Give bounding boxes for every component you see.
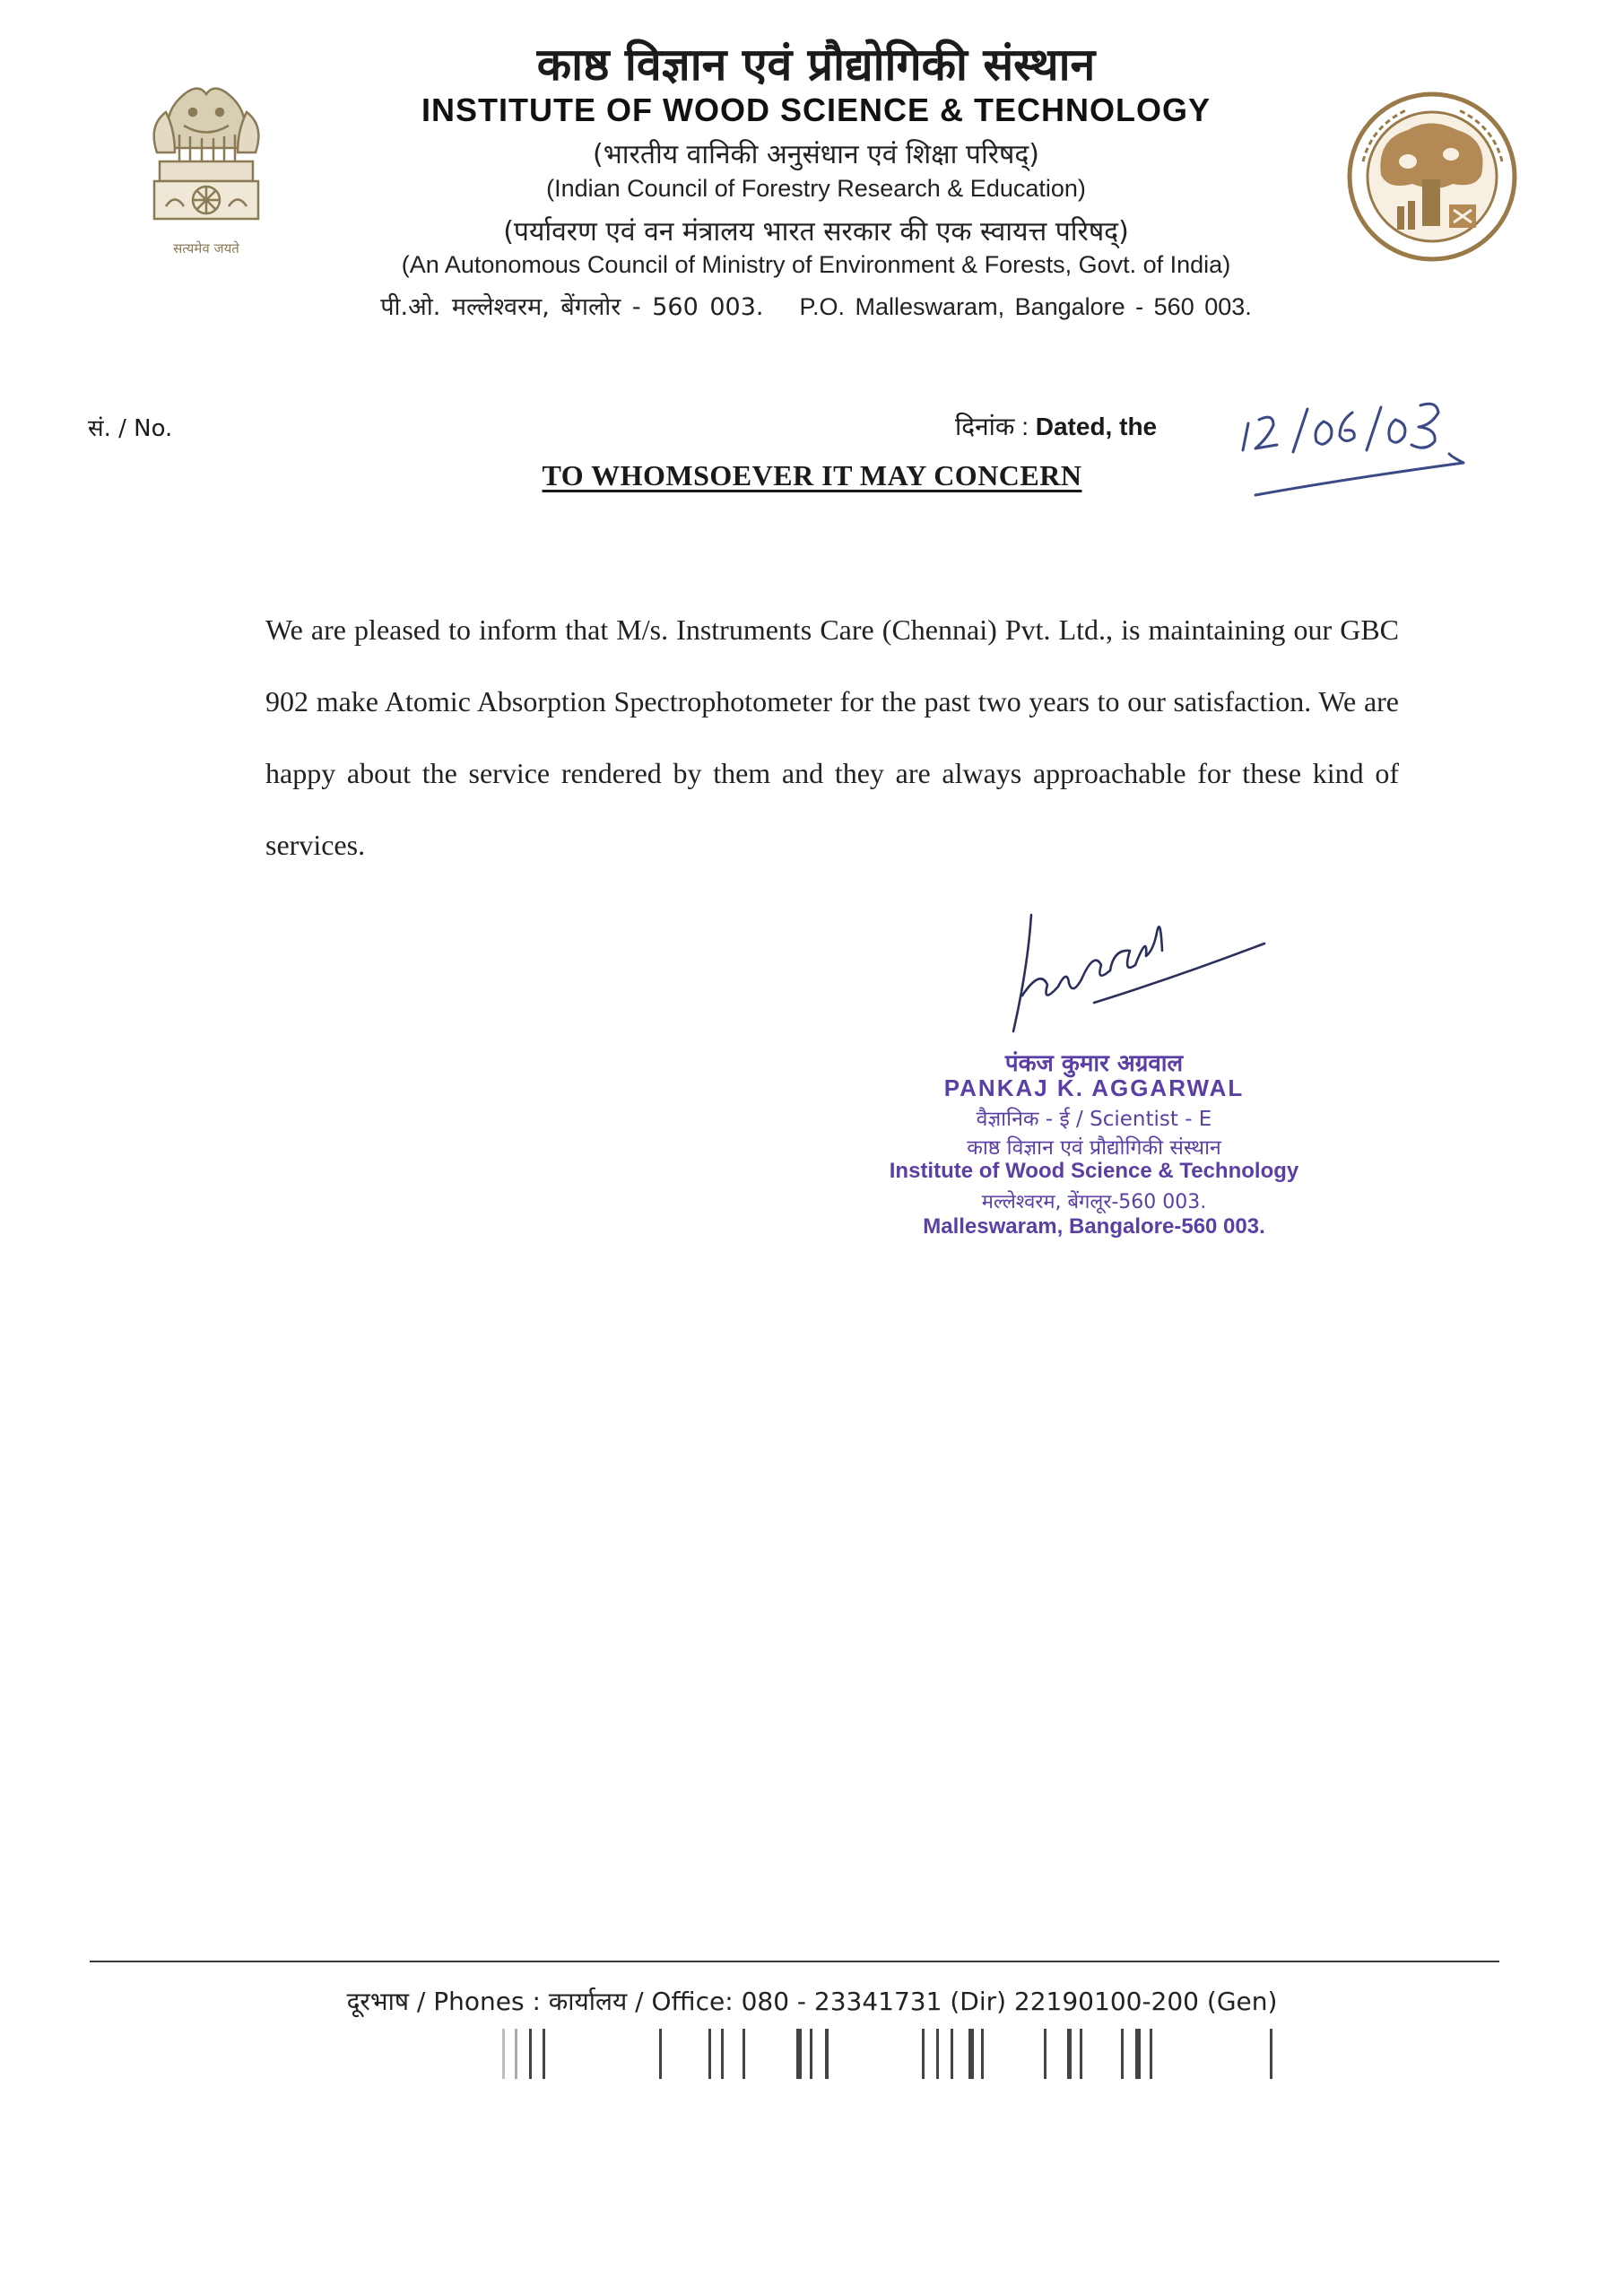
letter-body [265,594,1399,881]
stamp-hindi-name: पंकज कुमार अग्रवाल [1004,1050,1184,1077]
institute-seal-icon [1345,90,1520,265]
address-hindi: पी.ओ. मल्लेश्वरम, बेंगलोर - 560 003. [380,293,764,321]
institute-hindi-title: काष्ठ विज्ञान एवं प्रौद्योगिकी संस्थान [536,39,1096,91]
stamp-designation: वैज्ञानिक - ई / Scientist - E [976,1108,1212,1131]
institute-title: INSTITUTE OF WOOD SCIENCE & TECHNOLOGY [421,91,1211,128]
barcode-marks [502,2029,1291,2079]
footer-phones: दूरभाष / Phones : कार्यालय / Office: 080 - 23341731 (Dir) 22190100-200 (Gen) [346,1987,1278,2016]
body-paragraph: We are pleased to inform that M/s. Instruments Care (Chennai) Pvt. Ltd., is maintaining our GBC 902 make Atomic Absorption Spectrophotometer for the past two years to our satisfaction. We are happy about the service rendered by them and they are always approachable for these kind of services. [265,613,1399,861]
address-english: P.O. Malleswaram, Bangalore - 560 003. [799,293,1252,320]
stamp-name: PANKAJ K. AGGARWAL [943,1074,1245,1101]
stamp-hindi-institute: काष्ठ विज्ञान एवं प्रौद्योगिकी संस्थान [967,1136,1221,1160]
council-hindi-line: (भारतीय वानिकी अनुसंधान एवं शिक्षा परिषद्) [593,139,1039,170]
footer-divider [90,1961,1499,1962]
reference-number-label: सं. / No. [88,415,173,442]
emblem-motto: सत्यमेव जयते [173,240,239,257]
date-separator: : [1021,413,1029,440]
stamp-address: Malleswaram, Bangalore-560 003. [923,1214,1265,1239]
stamp-institute: Institute of Wood Science & Technology [889,1159,1299,1183]
national-emblem-icon [135,63,278,283]
council-line: (Indian Council of Forestry Research & Education) [546,175,1086,202]
stamp-hindi-address: मल्लेश्वरम, बेंगलूर-560 003. [981,1191,1207,1213]
letter-heading: TO WHOMSOEVER IT MAY CONCERN [542,459,1082,491]
address-line [287,289,1345,322]
date-english-label: Dated, the [1035,413,1158,440]
autonomous-hindi-line: (पर्यावरण एवं वन मंत्रालय भारत सरकार की एक स्वायत्त परिषद्) [503,216,1129,248]
signature [995,897,1282,1049]
autonomous-line: (An Autonomous Council of Ministry of Environment & Forests, Govt. of India) [401,251,1231,278]
date-hindi-label: दिनांक [955,412,1015,441]
date-label [955,409,1157,443]
